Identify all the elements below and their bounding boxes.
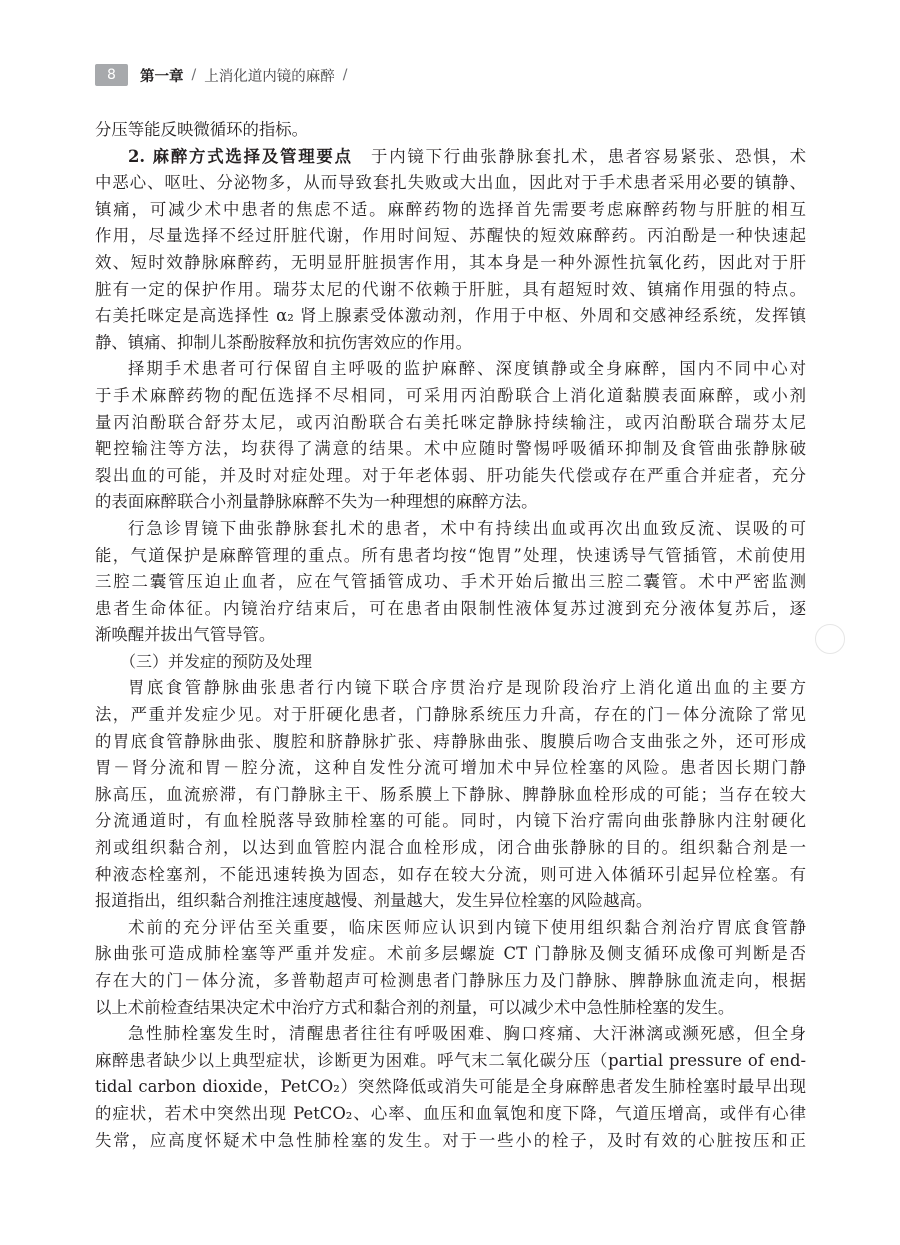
paragraph-line: 术前的充分评估至关重要，临床医师应认识到内镜下使用组织黏合剂治疗胃底食管静	[128, 917, 806, 937]
paragraph-line: 报道指出，组织黏合剂推注速度越慢、剂量越大，发生异位栓塞的风险越高。	[95, 891, 653, 911]
section-heading: （三）并发症的预防及处理	[120, 651, 313, 671]
paragraph-line: 静、镇痛、抑制儿茶酚胺释放和抗伤害效应的作用。	[95, 332, 472, 352]
paragraph-line: 的胃底食管静脉曲张、腹腔和脐静脉扩张、痔静脉曲张、腹膜后吻合支曲张之外，还可形成	[95, 731, 806, 751]
paragraph-line: 的症状，若术中突然出现 PetCO₂、心率、血压和血氧饱和度下降，气道压增高，或伴有心律	[95, 1103, 806, 1123]
paragraph-line: 中恶心、呕吐、分泌物多，从而导致套扎失败或大出血，因此对于手术患者采用必要的镇静、	[95, 173, 806, 193]
paragraph-line	[95, 144, 806, 171]
header-separator: /	[191, 67, 197, 83]
paragraph-line: 脉曲张可造成肺栓塞等严重并发症。术前多层螺旋 CT 门静脉及侧支循环成像可判断是否	[95, 944, 806, 964]
paragraph-line: 胃－肾分流和胃－腔分流，这种自发性分流可增加术中异位栓塞的风险。患者因长期门静	[95, 758, 806, 778]
paragraph-line: 能，气道保护是麻醉管理的重点。所有患者均按“饱胃”处理，快速诱导气管插管，术前使用	[95, 545, 806, 565]
paragraph-line: 剂或组织黏合剂，以达到血管腔内混合血栓形成，闭合曲张静脉的目的。组织黏合剂是一	[95, 838, 806, 858]
paragraph-line: 行急诊胃镜下曲张静脉套扎术的患者，术中有持续出血或再次出血致反流、误吸的可	[128, 518, 806, 538]
chapter-label: 第一章	[140, 68, 184, 85]
paragraph-line: 法，严重并发症少见。对于肝硬化患者，门静脉系统压力升高，存在的门－体分流除了常见	[95, 705, 806, 725]
paragraph-line: 患者生命体征。内镜治疗结束后，可在患者由限制性液体复苏过渡到充分液体复苏后，逐	[95, 598, 806, 618]
paragraph-line: 脏有一定的保护作用。瑞芬太尼的代谢不依赖于肝脏，具有超短时效、镇痛作用强的特点。	[95, 279, 806, 299]
paragraph-line: 麻醉患者缺少以上典型症状，诊断更为困难。呼气末二氧化碳分压（partial pressure of end-	[95, 1050, 806, 1070]
paragraph-line: 以上术前检查结果决定术中治疗方式和黏合剂的剂量，可以减少术中急性肺栓塞的发生。	[95, 997, 735, 1017]
paragraph-line: 的表面麻醉联合小剂量静脉麻醉不失为一种理想的麻醉方法。	[95, 492, 538, 512]
page-number: 8	[95, 64, 128, 86]
paragraph-line: 作用，尽量选择不经过肝脏代谢，作用时间短、苏醒快的短效麻醉药。丙泊酚是一种快速起	[95, 226, 806, 246]
watermark-logo-icon	[815, 624, 845, 654]
paragraph-line: 失常，应高度怀疑术中急性肺栓塞的发生。对于一些小的栓子，及时有效的心脏按压和正	[95, 1130, 806, 1150]
paragraph-line: 分压等能反映微循环的指标。	[95, 120, 309, 139]
section-title: 上消化道内镜的麻醉	[204, 68, 335, 85]
paragraph-line: 量丙泊酚联合舒芬太尼，或丙泊酚联合右美托咪定静脉持续输注，或丙泊酚联合瑞芬太尼	[95, 412, 806, 432]
paragraph-line: 于手术麻醉药物的配伍选择不尽相同，可采用丙泊酚联合上消化道黏膜表面麻醉，或小剂	[95, 385, 806, 405]
line-text: 于内镜下行曲张静脉套扎术，患者容易紧张、恐惧，术	[352, 146, 806, 166]
paragraph-line: 三腔二囊管压迫止血者，应在气管插管成功、手术开始后撤出三腔二囊管。术中严密监测	[95, 572, 806, 592]
running-header	[95, 64, 355, 86]
paragraph-line: 裂出血的可能，并及时对症处理。对于年老体弱、肝功能失代偿或存在严重合并症者，充分	[95, 465, 806, 485]
body-text	[95, 117, 806, 1154]
paragraph-line: 种液态栓塞剂，不能迅速转换为固态，如存在较大分流，则可进入体循环引起异位栓塞。有	[95, 864, 806, 884]
header-separator: /	[342, 67, 348, 83]
paragraph-line: 镇痛，可减少术中患者的焦虑不适。麻醉药物的选择首先需要考虑麻醉药物与肝脏的相互	[95, 199, 806, 219]
paragraph-line: 靶控输注等方法，均获得了满意的结果。术中应随时警惕呼吸循环抑制及食管曲张静脉破	[95, 439, 806, 459]
paragraph-line: tidal carbon dioxide，PetCO₂）突然降低或消失可能是全身麻醉患者发生肺栓塞时最早出现	[95, 1077, 806, 1097]
paragraph-line: 存在大的门－体分流，多普勒超声可检测患者门静脉压力及门静脉、脾静脉血流走向，根据	[95, 971, 806, 990]
paragraph-line: 脉高压，血流瘀滞，有门静脉主干、肠系膜上下静脉、脾静脉血栓形成的可能；当存在较大	[95, 784, 806, 804]
paragraph-line: 急性肺栓塞发生时，清醒患者往往有呼吸困难、胸口疼痛、大汗淋漓或濒死感，但全身	[128, 1024, 806, 1044]
paragraph-line: 择期手术患者可行保留自主呼吸的监护麻醉、深度镇静或全身麻醉，国内不同中心对	[128, 359, 806, 379]
paragraph-line: 胃底食管静脉曲张患者行内镜下联合序贯治疗是现阶段治疗上消化道出血的主要方	[128, 678, 806, 698]
paragraph-line: 渐唤醒并拔出气管导管。	[95, 625, 276, 645]
subsection-lead: 2. 麻醉方式选择及管理要点	[128, 146, 353, 166]
paragraph-line: 效、短时效静脉麻醉药，无明显肝脏损害作用，其本身是一种外源性抗氧化药，因此对于肝	[95, 252, 806, 272]
paragraph-line: 右美托咪定是高选择性 α₂ 肾上腺素受体激动剂，作用于中枢、外周和交感神经系统，发挥镇	[95, 306, 806, 326]
paragraph-line: 分流通道时，有血栓脱落导致肺栓塞的可能。同时，内镜下治疗需向曲张静脉内注射硬化	[95, 811, 806, 831]
